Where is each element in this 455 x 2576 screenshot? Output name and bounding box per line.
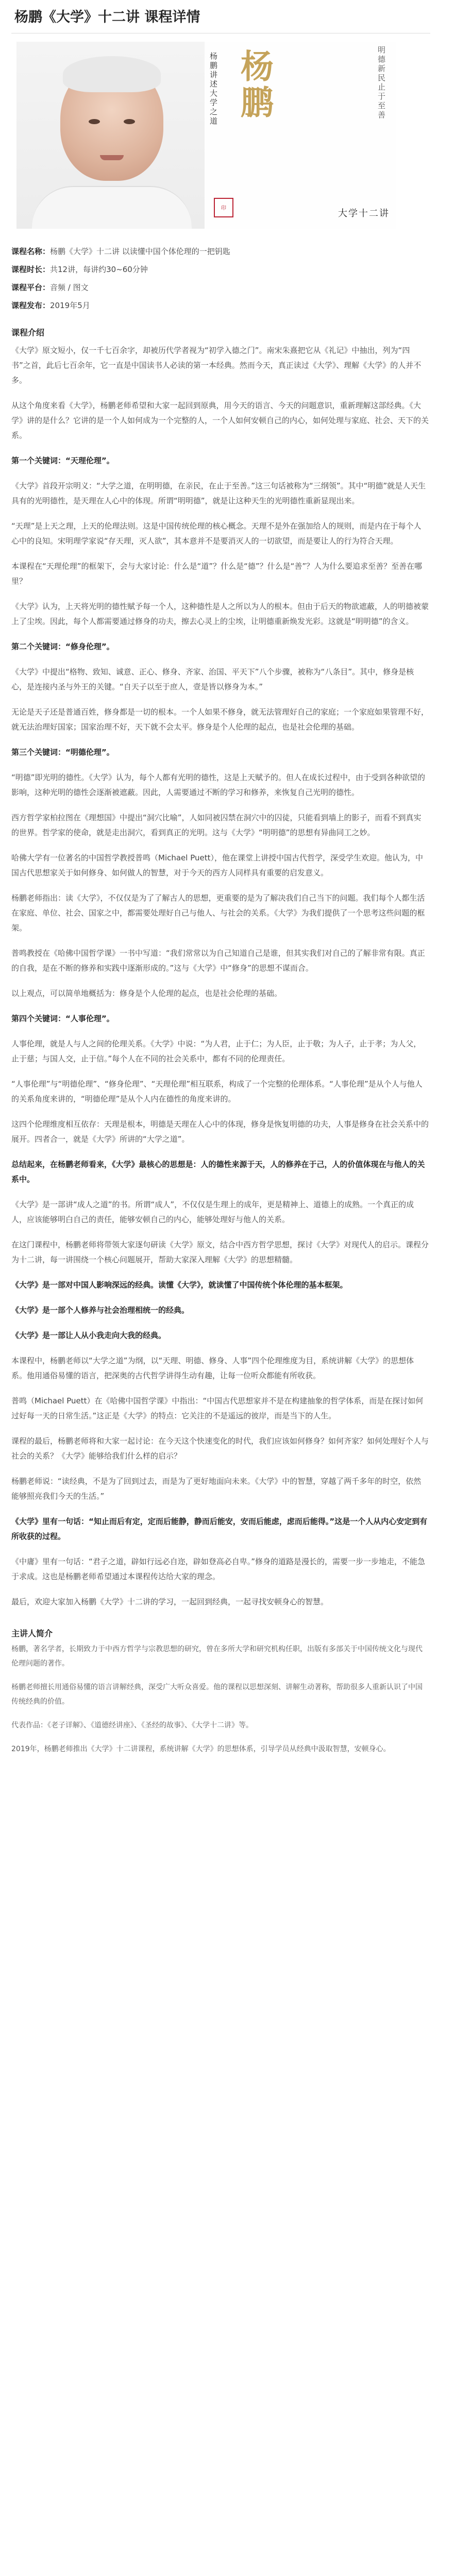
content-paragraph: 《大学》首段开宗明义：“大学之道，在明明德，在亲民，在止于至善。”这三句话被称为“三纲领”。其中“明德”就是人天生具有的光明德性，是天理在人心中的体现。所谓“明明德”，就是让这种天生的光明德性重新显现出来。 [11, 481, 426, 505]
content-paragraph: 《大学》是一部个人修养与社会治理相统一的经典。 [11, 1306, 190, 1315]
course-meta [11, 243, 455, 315]
content-paragraph: 《大学》认为，上天将光明的德性赋予每一个人，这种德性是人之所以为人的根本。但由于后天的物欲遮蔽，人的明德被蒙上了尘埃。因此，每个人都需要通过修身的功夫，擦去心灵上的尘埃，让明德重新焕发光彩。这就是“明明德”的含义。 [11, 602, 429, 626]
intro-paragraph: 杨鹏老师擅长用通俗易懂的语言讲解经典，深受广大听众喜爱。他的课程以思想深刻、讲解生动著称，帮助很多人重新认识了中国传统经典的价值。 [11, 1683, 423, 1706]
intro-paragraph: 2019年，杨鹏老师推出《大学》十二讲课程，系统讲解《大学》的思想体系，引导学员从经典中汲取智慧，安顿身心。 [11, 1745, 391, 1753]
content-paragraph: 普鸣（Michael Puett）在《哈佛中国哲学课》中指出：“中国古代思想家并不是在构建抽象的哲学体系，而是在探讨如何过好每一天的日常生活。”这正是《大学》的特点：它关注的不是遥远的彼岸，而是当下的人生。 [11, 1396, 424, 1420]
content-paragraph: 《大学》是一部讲“成人之道”的书。所谓“成人”，不仅仅是生理上的成年，更是精神上、道德上的成熟。一个真正的成人，应该能够明白自己的责任，能够安顿自己的内心，能够处理好与他人的关系。 [11, 1200, 414, 1224]
meta-row [11, 297, 455, 315]
content-paragraph: 杨鹏老师指出：读《大学》，不仅仅是为了了解古人的思想，更重要的是为了解决我们自己当下的问题。我们每个人都生活在家庭、单位、社会、国家之中，都需要处理好自己与他人、与社会的关系。《大学》为我们提供了一个思考这些问题的框架。 [11, 893, 425, 933]
content-paragraph: 《大学》中提出“格物、致知、诚意、正心、修身、齐家、治国、平天下”八个步骤，被称为“八条目”。其中，修身是核心，是连接内圣与外王的关键。“自天子以至于庶人，壹是皆以修身为本。” [11, 667, 414, 691]
section-heading: 第一个关键词：“天理伦理”。 [11, 456, 114, 465]
hero-vertical-left: 杨鹏讲述大学之道 [209, 52, 218, 126]
hero-vertical-right: 明德新民止于至善 [377, 45, 386, 120]
course-hero [16, 40, 418, 230]
meta-value: 音频 / 图文 [50, 283, 89, 292]
content-paragraph: 以上观点，可以简单地概括为：修身是个人伦理的起点，也是社会伦理的基础。 [11, 989, 282, 998]
intro-paragraph: 代表作品：《老子详解》、《道德经讲座》、《圣经的故事》、《大学十二讲》等。 [11, 1721, 253, 1730]
meta-value: 2019年5月 [50, 301, 90, 310]
meta-value: 共12讲，每讲约30~60分钟 [50, 265, 148, 274]
intro-paragraph: 杨鹏，著名学者，长期致力于中西方哲学与宗教思想的研究，曾在多所大学和研究机构任职，出版有多部关于中国传统文化与现代伦理问题的著作。 [11, 1645, 423, 1668]
meta-row [11, 279, 455, 297]
content-paragraph: 普鸣教授在《哈佛中国哲学课》一书中写道：“我们常常以为自己知道自己是谁，但其实我们对自己的了解非常有限。真正的自我，是在不断的修养和实践中逐渐形成的。”这与《大学》中“修身”的思想不谋而合。 [11, 948, 425, 973]
content-paragraph: “天理”是上天之理，上天的伦理法则。这是中国传统伦理的核心概念。天理不是外在强加给人的规则，而是内在于每个人心中的良知。宋明理学家说“存天理，灭人欲”，其本意并不是要消灭人的一切欲望，而是要让人的行为符合天理。 [11, 521, 422, 546]
content-paragraph: 西方哲学家柏拉图在《理想国》中提出“洞穴比喻”，人如同被囚禁在洞穴中的囚徒，只能看到墙上的影子，而看不到真实的世界。哲学家的使命，就是走出洞穴，看到真正的光明。这与《大学》“明明德”的思想有异曲同工之妙。 [11, 813, 422, 837]
portrait-mouth [100, 155, 124, 160]
content-paragraph: “明德”即光明的德性。《大学》认为，每个人都有光明的德性，这是上天赋予的。但人在成长过程中，由于受到各种欲望的影响，这种光明的德性会逐渐被遮蔽。因此，人需要通过不断的学习和修养，来恢复自己光明的德性。 [11, 773, 426, 797]
portrait-hair [63, 56, 161, 92]
section-label-intro: 主讲人简介 [11, 1629, 53, 1638]
meta-value: 杨鹏《大学》十二讲 以读懂中国个体伦理的一把钥匙 [50, 247, 230, 256]
hero-calligraphy-name: 杨鹏 [235, 48, 274, 121]
content-paragraph: 《大学》是一部对中国人影响深远的经典。读懂《大学》，就读懂了中国传统个体伦理的基本框架。 [11, 1280, 348, 1290]
content-paragraph: 《中庸》里有一句话：“君子之道，辟如行远必自迩，辟如登高必自卑。”修身的道路是漫长的，需要一步一步地走，不能急于求成。这也是杨鹏老师希望通过本课程传达给大家的理念。 [11, 1557, 426, 1581]
meta-key: 课程平台： [11, 283, 50, 292]
content-paragraph: 杨鹏老师说：“读经典，不是为了回到过去，而是为了更好地面向未来。《大学》中的智慧，穿越了两千多年的时空，依然能够照亮我们今天的生活。” [11, 1477, 422, 1501]
portrait-shirt [32, 186, 192, 229]
meta-row [11, 243, 455, 261]
content-paragraph: 无论是天子还是普通百姓，修身都是一切的根本。一个人如果不修身，就无法管理好自己的家庭；一个家庭如果管理不好，就无法治理好国家；国家治理不好，天下就不会太平。修身是个人伦理的起点，也是社会伦理的基础。 [11, 707, 429, 732]
meta-row [11, 261, 455, 279]
hero-bottom-title: 大学十二讲 [338, 208, 390, 219]
seal-stamp: 印 [214, 198, 233, 217]
content-paragraph: 总结起来，在杨鹏老师看来，《大学》最核心的思想是：人的德性来源于天，人的修养在于己，人的价值体现在与他人的关系中。 [11, 1160, 425, 1184]
section-heading: 第三个关键词：“明德伦理”。 [11, 748, 114, 757]
course-content [11, 343, 429, 1609]
section-heading: 第四个关键词：“人事伦理”。 [11, 1014, 114, 1023]
content-paragraph: 这四个伦理维度相互依存：天理是根本，明德是天理在人心中的体现，修身是恢复明德的功夫，人事是修身在社会关系中的展开。四者合一，就是《大学》所讲的“大学之道”。 [11, 1120, 429, 1144]
content-paragraph: 最后，欢迎大家加入杨鹏《大学》十二讲的学习，一起回到经典，一起寻找安顿身心的智慧。 [11, 1597, 329, 1606]
content-paragraph: 本课程在“天理伦理”的框架下，会与大家讨论：什么是“道”？什么是“德”？什么是“善”？人为什么要追求至善？至善在哪里？ [11, 562, 423, 586]
section-label-detail: 课程介绍 [11, 328, 45, 337]
content-paragraph: 《大学》里有一句话：“知止而后有定，定而后能静，静而后能安，安而后能虑，虑而后能得。”这是一个人从内心安定到有所收获的过程。 [11, 1517, 428, 1541]
meta-key: 课程名称： [11, 247, 50, 256]
hero-image [16, 42, 396, 229]
meta-key: 课程时长： [11, 265, 50, 274]
hero-calligraphy-panel [205, 42, 396, 229]
content-paragraph: 本课程中，杨鹏老师以“大学之道”为纲，以“天理、明德、修身、人事”四个伦理维度为目，系统讲解《大学》的思想体系。他用通俗易懂的语言，把深奥的古代哲学讲得生动有趣，让每一位听众都能有所收获。 [11, 1356, 414, 1380]
portrait-eye-left [89, 119, 100, 124]
section-heading: 第二个关键词：“修身伦理”。 [11, 642, 114, 651]
lecturer-intro [11, 1642, 429, 1756]
content-paragraph: 《大学》是一部让人从小我走向大我的经典。 [11, 1331, 166, 1340]
meta-key: 课程发布： [11, 301, 50, 310]
content-paragraph: 在这门课程中，杨鹏老师将带领大家逐句研读《大学》原文，结合中西方哲学思想，探讨《大学》对现代人的启示。课程分为十二讲，每一讲围绕一个核心问题展开，帮助大家深入理解《大学》的思想精髓。 [11, 1240, 429, 1264]
content-paragraph: 人事伦理，就是人与人之间的伦理关系。《大学》中说：“为人君，止于仁；为人臣，止于敬；为人子，止于孝；为人父，止于慈；与国人交，止于信。”每个人在不同的社会关系中，都有不同的伦理责任。 [11, 1039, 422, 1063]
content-paragraph: 哈佛大学有一位著名的中国哲学教授普鸣（Michael Puett），他在课堂上讲授中国古代哲学，深受学生欢迎。他认为，中国古代思想家关于如何修身、如何做人的智慧，对于今天的西方人同样具有重要的启发意义。 [11, 853, 424, 877]
content-paragraph: 课程的最后，杨鹏老师将和大家一起讨论：在今天这个快速变化的时代，我们应该如何修身？如何齐家？如何处理好个人与社会的关系？《大学》能够给我们什么样的启示？ [11, 1436, 429, 1461]
content-paragraph: 《大学》原文短小，仅一千七百余字，却被历代学者视为“初学入德之门”。南宋朱熹把它从《礼记》中抽出，列为“四书”之首，此后七百余年，它一直是中国读书人必读的第一本经典。然而今天，真正读过《大学》、理解《大学》的人并不多。 [11, 346, 422, 385]
content-paragraph: 从这个角度来看《大学》，杨鹏老师希望和大家一起回到原典，用今天的语言、今天的问题意识，重新理解这部经典。《大学》讲的是什么？它讲的是一个人如何成为一个完整的人，一个人如何安顿自己的内心，如何处理与家庭、社会、天下的关系。 [11, 401, 429, 440]
lecturer-portrait [16, 42, 205, 229]
content-paragraph: “人事伦理”与“明德伦理”、“修身伦理”、“天理伦理”相互联系，构成了一个完整的伦理体系。“人事伦理”是从个人与他人的关系角度来讲的，“明德伦理”是从个人内在德性的角度来讲的。 [11, 1079, 423, 1104]
portrait-eye-right [124, 119, 135, 124]
page-title: 杨鹏《大学》十二讲 课程详情 [14, 9, 200, 25]
